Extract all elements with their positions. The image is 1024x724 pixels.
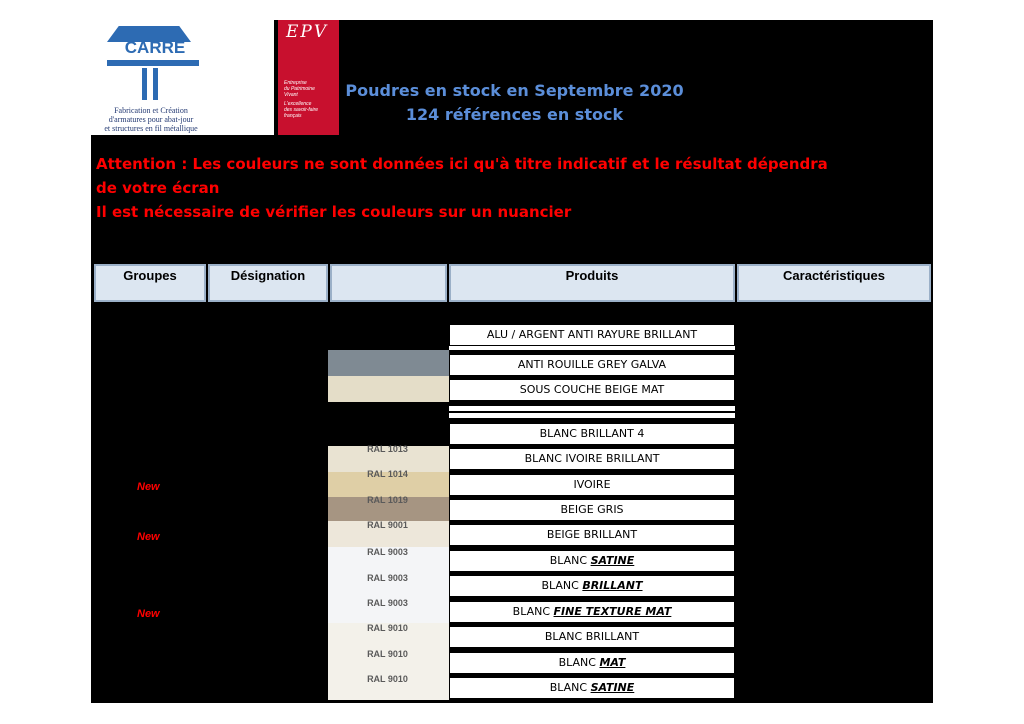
carre-tagline-line: d'armatures pour abat-jour bbox=[108, 115, 194, 124]
carre-logo bbox=[91, 20, 274, 135]
product-row bbox=[449, 448, 735, 470]
epv-tagline-line: Vivant bbox=[284, 92, 298, 98]
product-row bbox=[449, 677, 735, 699]
product-name: BLANC bbox=[541, 579, 583, 592]
product-name: ANTI ROUILLE GREY GALVA bbox=[517, 358, 667, 371]
ral-code: RAL 9003 bbox=[367, 547, 408, 557]
product-name: BLANC bbox=[558, 656, 600, 669]
product-row bbox=[449, 354, 735, 376]
product-finish: MAT bbox=[599, 656, 626, 669]
epv-tagline-line: L'excellence bbox=[284, 101, 312, 107]
header-designation: Désignation bbox=[208, 264, 328, 302]
product-name: BLANC bbox=[549, 681, 591, 694]
product-row bbox=[449, 474, 735, 496]
product-row bbox=[449, 601, 735, 623]
carre-logo-leg bbox=[153, 68, 158, 100]
product-row bbox=[449, 626, 735, 648]
title-line-stock: Poudres en stock en Septembre 2020 bbox=[345, 81, 684, 100]
warning-line: Attention : Les couleurs ne sont données ici qu'à titre indicatif et le résultat dépendra bbox=[96, 155, 828, 173]
product-name: SOUS COUCHE BEIGE MAT bbox=[519, 383, 665, 396]
carre-logo-bar bbox=[107, 60, 199, 66]
header-groupes: Groupes bbox=[94, 264, 206, 302]
product-name: IVOIRE bbox=[573, 478, 611, 491]
product-name: BEIGE GRIS bbox=[560, 503, 624, 516]
new-badge: New bbox=[137, 481, 160, 493]
epv-logo-mark: EPV bbox=[286, 22, 329, 42]
ral-code: RAL 9003 bbox=[367, 573, 408, 583]
carre-logo-tagline bbox=[91, 106, 211, 133]
product-name: BLANC BRILLANT bbox=[544, 630, 640, 643]
ral-code: RAL 9003 bbox=[367, 598, 408, 608]
epv-tagline-line: Entreprise bbox=[284, 80, 307, 86]
carre-logo-word: CARRE bbox=[124, 38, 186, 57]
product-name: BLANC bbox=[549, 554, 591, 567]
page-title bbox=[343, 79, 686, 127]
ral-code: RAL 9010 bbox=[367, 674, 408, 684]
color-swatch bbox=[328, 350, 449, 376]
carre-logo-leg bbox=[142, 68, 147, 100]
product-name: BLANC BRILLANT 4 bbox=[539, 427, 645, 440]
product-name: BLANC IVOIRE BRILLANT bbox=[524, 452, 660, 465]
product-row bbox=[449, 575, 735, 597]
color-swatch bbox=[328, 376, 449, 402]
epv-logo bbox=[278, 20, 339, 135]
ral-code: RAL 9001 bbox=[367, 520, 408, 530]
color-warning bbox=[96, 152, 828, 224]
product-finish: BRILLANT bbox=[582, 579, 643, 592]
product-row bbox=[449, 423, 735, 445]
row-separator bbox=[449, 406, 735, 411]
header-caracteristiques: Caractéristiques bbox=[737, 264, 931, 302]
epv-logo-tagline bbox=[284, 80, 336, 119]
header-swatch bbox=[330, 264, 447, 302]
title-line-references: 124 références en stock bbox=[405, 105, 624, 124]
ral-code: RAL 1013 bbox=[367, 444, 408, 454]
product-row bbox=[449, 324, 735, 346]
epv-tagline-line: des savoir-faire bbox=[284, 107, 319, 113]
row-separator bbox=[449, 413, 735, 418]
product-name: ALU / ARGENT ANTI RAYURE BRILLANT bbox=[486, 328, 698, 341]
product-finish: SATINE bbox=[590, 681, 635, 694]
product-row bbox=[449, 379, 735, 401]
ral-code: RAL 9010 bbox=[367, 623, 408, 633]
product-finish: SATINE bbox=[590, 554, 635, 567]
product-finish: FINE TEXTURE MAT bbox=[553, 605, 672, 618]
warning-line: de votre écran bbox=[96, 179, 220, 197]
product-row bbox=[449, 652, 735, 674]
product-row bbox=[449, 524, 735, 546]
ral-code: RAL 9010 bbox=[367, 649, 408, 659]
product-name: BEIGE BRILLANT bbox=[546, 528, 638, 541]
epv-tagline-line: du Patrimoine bbox=[284, 86, 315, 92]
product-row bbox=[449, 499, 735, 521]
product-row bbox=[449, 550, 735, 572]
new-badge: New bbox=[137, 608, 160, 620]
product-name: BLANC bbox=[512, 605, 554, 618]
new-badge: New bbox=[137, 531, 160, 543]
epv-tagline-line: français bbox=[284, 113, 302, 119]
ral-code: RAL 1019 bbox=[367, 495, 408, 505]
carre-tagline-line: Fabrication et Création bbox=[114, 106, 188, 115]
warning-line: Il est nécessaire de vérifier les couleurs sur un nuancier bbox=[96, 203, 572, 221]
ral-code: RAL 1014 bbox=[367, 469, 408, 479]
header-produits: Produits bbox=[449, 264, 735, 302]
carre-tagline-line: et structures en fil métallique bbox=[104, 124, 198, 133]
